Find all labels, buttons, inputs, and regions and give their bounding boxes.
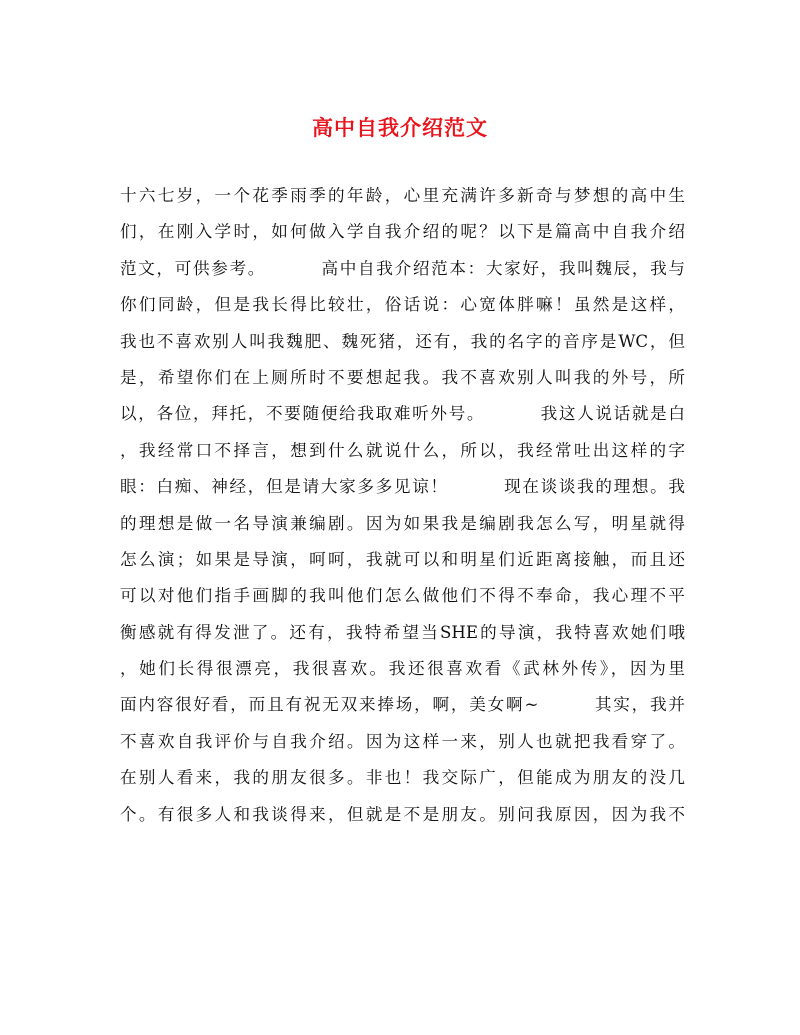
text-line: 怎么演；如果是导演，呵呵，我就可以和明星们近距离接触，而且还: [120, 549, 685, 569]
text-line: ，我经常口不择言，想到什么就说什么，所以，我经常吐出这样的字: [120, 440, 685, 460]
text-line: 眼：白痴、神经，但是请大家多多见谅！ 现在谈谈我的理想。我: [120, 477, 685, 497]
text-line: 不喜欢自我评价与自我介绍。因为这样一来，别人也就把我看穿了。: [120, 731, 685, 751]
text-line: 我也不喜欢别人叫我魏肥、魏死猪，还有，我的名字的音序是WC，但: [120, 331, 685, 351]
text-line: 是，希望你们在上厕所时不要想起我。我不喜欢别人叫我的外号，所: [120, 367, 685, 387]
text-line: 十六七岁，一个花季雨季的年龄，心里充满许多新奇与梦想的高中生: [120, 186, 685, 205]
text-line: 可以对他们指手画脚的我叫他们怎么做他们不得不奉命，我心理不平: [120, 586, 685, 606]
text-line: 范文，可供参考。 高中自我介绍范本：大家好，我叫魏辰，我与: [120, 258, 685, 278]
body-text: [120, 178, 685, 833]
text-line: 在别人看来，我的朋友很多。非也！我交际广，但能成为朋友的没几: [120, 768, 685, 788]
text-line: ，她们长得很漂亮，我很喜欢。我还很喜欢看《武林外传》，因为里: [120, 659, 685, 679]
document-title: 高中自我介绍范文: [312, 115, 488, 140]
text-line: 们，在刚入学时，如何做入学自我介绍的呢？以下是篇高中自我介绍: [120, 222, 685, 242]
text-line: 以，各位，拜托，不要随便给我取难听外号。 我这人说话就是白: [120, 404, 685, 424]
text-line: 个。有很多人和我谈得来，但就是不是朋友。别问我原因，因为我不: [120, 804, 685, 824]
text-line: 面内容很好看，而且有祝无双来捧场，啊，美女啊~ 其实，我并: [120, 695, 685, 715]
text-line: 的理想是做一名导演兼编剧。因为如果我是编剧我怎么写，明星就得: [120, 513, 685, 533]
text-line: 衡感就有得发泄了。还有，我特希望当SHE的导演，我特喜欢她们哦: [120, 622, 685, 642]
text-line: 你们同龄，但是我长得比较壮，俗话说：心宽体胖嘛！虽然是这样，: [120, 295, 685, 315]
